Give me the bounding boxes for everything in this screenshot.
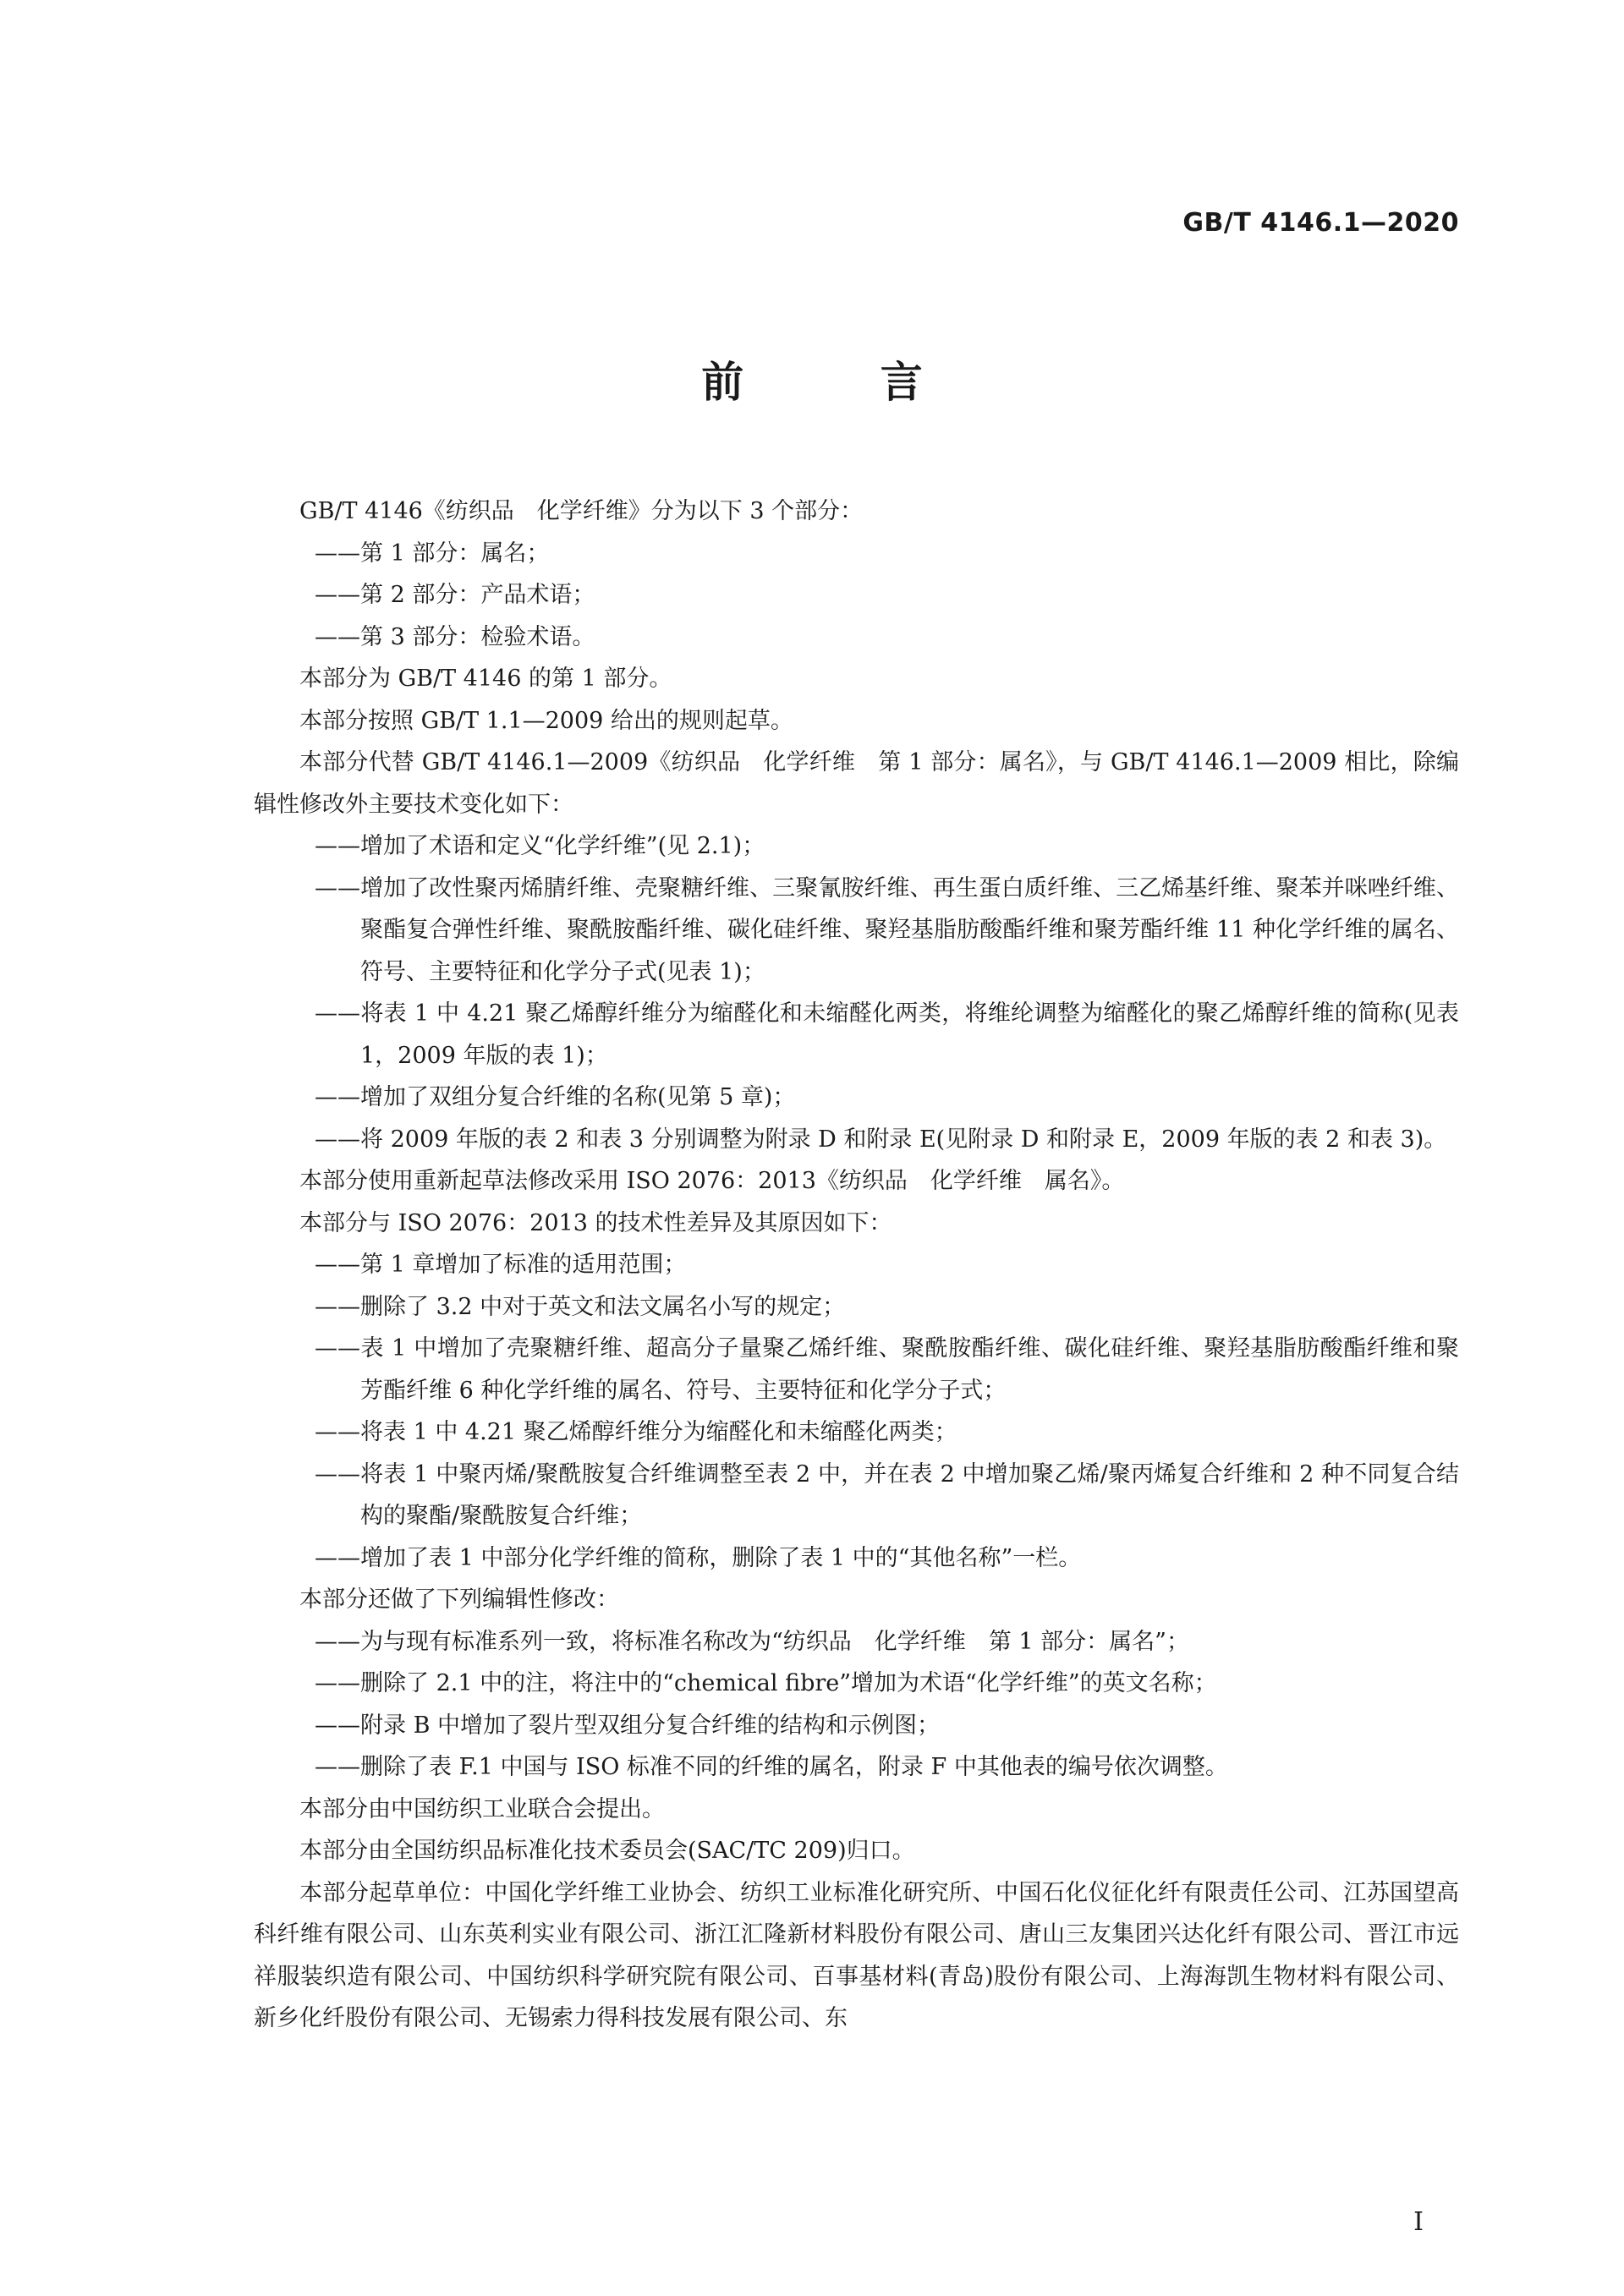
paragraph: 本部分代替 GB/T 4146.1—2009《纺织品 化学纤维 第 1 部分：属名》，与 GB/T 4146.1—2009 相比，除编辑性修改外主要技术变化如下： bbox=[254, 749, 1459, 818]
standard-number: GB/T 4146.1—2020 bbox=[1182, 208, 1459, 238]
paragraph: 本部分起草单位：中国化学纤维工业协会、纺织工业标准化研究所、中国石化仪征化纤有限责任公司、江苏国望高科纤维有限公司、山东英利实业有限公司、浙江汇隆新材料股份有限公司、唐山三友集团兴达化纤有限公司、晋江市远祥服装织造有限公司、中国纺织科学研究院有限公司、百事基材料(青岛)股份有限公司、上海海凯生物材料有限公司、新乡化纤股份有限公司、无锡索力得科技发展有限公司、东 bbox=[254, 1879, 1459, 2031]
list-item: ——为与现有标准系列一致，将标准名称改为“纺织品 化学纤维 第 1 部分：属名”； bbox=[315, 1628, 1189, 1655]
list-item: ——将 2009 年版的表 2 和表 3 分别调整为附录 D 和附录 E(见附录 D 和附录 E，2009 年版的表 2 和表 3)。 bbox=[315, 1126, 1447, 1153]
paragraph: 本部分为 GB/T 4146 的第 1 部分。 bbox=[299, 666, 672, 692]
paragraph: GB/T 4146《纺织品 化学纤维》分为以下 3 个部分： bbox=[299, 498, 864, 524]
document-body bbox=[254, 490, 1459, 2040]
paragraph: 本部分按照 GB/T 1.1—2009 给出的规则起草。 bbox=[299, 707, 793, 734]
list-item: ——将表 1 中 4.21 聚乙烯醇纤维分为缩醛化和未缩醛化两类，将维纶调整为缩醛化的聚乙烯醇纤维的简称(见表 1，2009 年版的表 1)； bbox=[315, 1000, 1459, 1069]
paragraph: 本部分使用重新起草法修改采用 ISO 2076：2013《纺织品 化学纤维 属名》。 bbox=[299, 1168, 1125, 1194]
list-item: ——增加了改性聚丙烯腈纤维、壳聚糖纤维、三聚氰胺纤维、再生蛋白质纤维、三乙烯基纤维、聚苯并咪唑纤维、聚酯复合弹性纤维、聚酰胺酯纤维、碳化硅纤维、聚羟基脂肪酸酯纤维和聚芳酯纤维 11 种化学纤维的属名、符号、主要特征和化学分子式(见表 1)； bbox=[315, 874, 1459, 985]
list-item: ——增加了表 1 中部分化学纤维的简称，删除了表 1 中的“其他名称”一栏。 bbox=[315, 1544, 1082, 1571]
list-item: ——表 1 中增加了壳聚糖纤维、超高分子量聚乙烯纤维、聚酰胺酯纤维、碳化硅纤维、聚羟基脂肪酸酯纤维和聚芳酯纤维 6 种化学纤维的属名、符号、主要特征和化学分子式； bbox=[315, 1335, 1459, 1404]
list-item: ——将表 1 中 4.21 聚乙烯醇纤维分为缩醛化和未缩醛化两类； bbox=[315, 1419, 957, 1445]
page-title: 前 言 bbox=[701, 358, 984, 407]
paragraph: 本部分还做了下列编辑性修改： bbox=[299, 1586, 619, 1613]
list-item: ——删除了 2.1 中的注，将注中的“chemical fibre”增加为术语“化学纤维”的英文名称； bbox=[315, 1670, 1217, 1696]
list-item: ——删除了 3.2 中对于英文和法文属名小写的规定； bbox=[315, 1293, 846, 1320]
list-item: ——增加了术语和定义“化学纤维”(见 2.1)； bbox=[315, 833, 765, 859]
paragraph: 本部分由全国纺织品标准化技术委员会(SAC/TC 209)归口。 bbox=[299, 1838, 915, 1864]
list-item: ——第 2 部分：产品术语； bbox=[315, 582, 595, 608]
list-item: ——删除了表 F.1 中国与 ISO 标准不同的纤维的属名，附录 F 中其他表的编号依次调整。 bbox=[315, 1754, 1228, 1780]
list-item: ——第 1 章增加了标准的适用范围； bbox=[315, 1252, 687, 1278]
list-item: ——第 3 部分：检验术语。 bbox=[315, 623, 595, 650]
paragraph: 本部分与 ISO 2076：2013 的技术性差异及其原因如下： bbox=[299, 1209, 892, 1236]
list-item: ——将表 1 中聚丙烯/聚酰胺复合纤维调整至表 2 中，并在表 2 中增加聚乙烯/聚丙烯复合纤维和 2 种不同复合结构的聚酯/聚酰胺复合纤维； bbox=[315, 1460, 1459, 1529]
list-item: ——附录 B 中增加了裂片型双组分复合纤维的结构和示例图； bbox=[315, 1712, 941, 1739]
list-item: ——增加了双组分复合纤维的名称(见第 5 章)； bbox=[315, 1084, 796, 1110]
list-item: ——第 1 部分：属名； bbox=[315, 540, 550, 567]
page-number: Ⅰ bbox=[1413, 2207, 1424, 2237]
paragraph: 本部分由中国纺织工业联合会提出。 bbox=[299, 1795, 665, 1822]
